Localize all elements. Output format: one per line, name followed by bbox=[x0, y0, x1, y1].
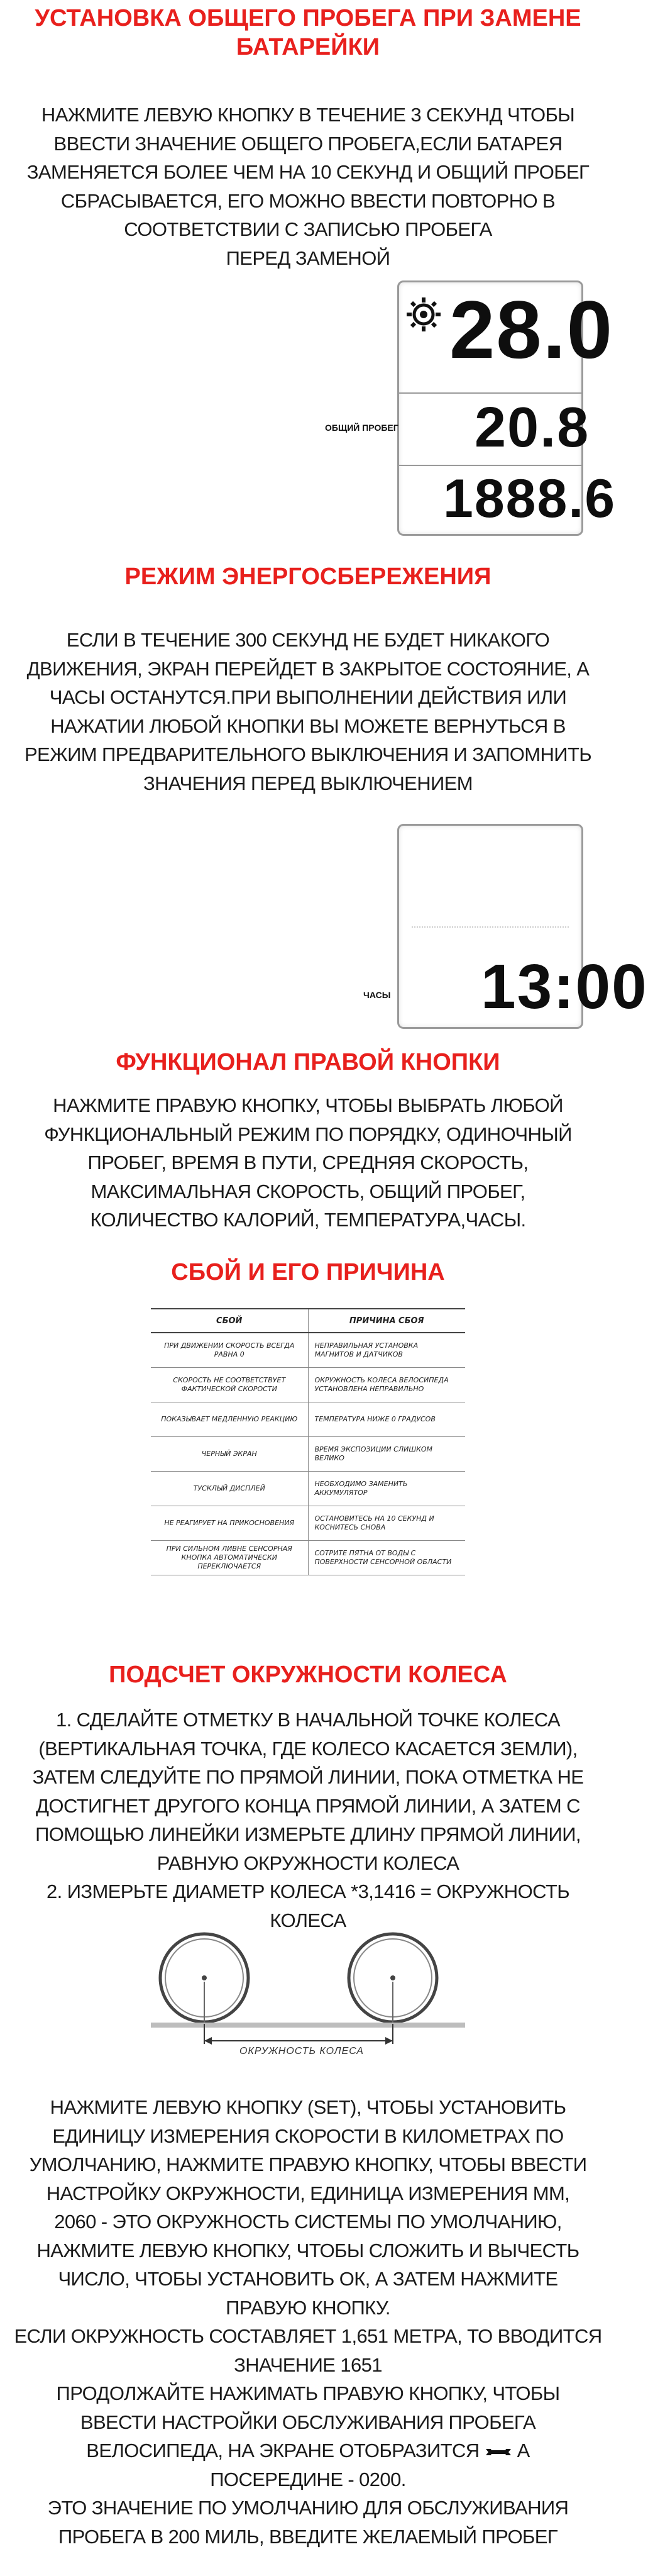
power-title: РЕЖИМ ЭНЕРГОСБЕРЕЖЕНИЯ bbox=[124, 564, 491, 590]
odometer-title bbox=[0, 4, 616, 62]
text-line: ЗНАЧЕНИЕ 1651 bbox=[234, 2353, 382, 2376]
text-line: ЕДИНИЦУ ИЗМЕРЕНИЯ СКОРОСТИ В КИЛОМЕТРАХ ПО bbox=[52, 2124, 564, 2147]
table-header: ПРИЧИНА СБОЯ bbox=[308, 1309, 465, 1333]
text-line: МАКСИМАЛЬНАЯ СКОРОСТЬ, ОБЩИЙ ПРОБЕГ, bbox=[91, 1180, 525, 1202]
text-line: СООТВЕТСТВИИ С ЗАПИСЬЮ ПРОБЕГА bbox=[124, 218, 492, 240]
table-cell: ОКРУЖНОСТЬ КОЛЕСА ВЕЛОСИПЕДА УСТАНОВЛЕНА НЕПРАВИЛЬНО bbox=[308, 1368, 465, 1402]
text-line: ЧИСЛО, ЧТОБЫ УСТАНОВИТЬ ОК, А ЗАТЕМ НАЖМИТЕ bbox=[58, 2268, 558, 2290]
odometer-text bbox=[0, 101, 616, 272]
text-line: 2060 - ЭТО ОКРУЖНОСТЬ СИСТЕМЫ ПО УМОЛЧАНИЮ, bbox=[54, 2211, 562, 2233]
text-line: ЗНАЧЕНИЯ ПЕРЕД ВЫКЛЮЧЕНИЕМ bbox=[143, 772, 473, 794]
table-cell: НЕОБХОДИМО ЗАМЕНИТЬ АККУМУЛЯТОР bbox=[308, 1472, 465, 1506]
text-line: НАСТРОЙКУ ОКРУЖНОСТИ, ЕДИНИЦА ИЗМЕРЕНИЯ ММ, bbox=[46, 2182, 570, 2204]
lcd-divider bbox=[412, 926, 569, 928]
text-line: НАЖМИТЕ ПРАВУЮ КНОПКУ, ЧТОБЫ ВЫБРАТЬ ЛЮБОЙ bbox=[53, 1094, 563, 1116]
wheel-left bbox=[160, 1934, 248, 2023]
text-fragment: А bbox=[517, 2440, 530, 2462]
lcd-caption-odometer: ОБЩИЙ ПРОБЕГ bbox=[325, 423, 398, 433]
text-line: ЗАТЕМ СЛЕДУЙТЕ ПО ПРЯМОЙ ЛИНИИ, ПОКА ОТМЕТКА НЕ bbox=[32, 1766, 584, 1788]
ground-line bbox=[151, 2023, 465, 2028]
text-line bbox=[0, 2436, 616, 2465]
text-line: ПРОБЕГА В 200 МИЛЬ, ВВЕДИТЕ ЖЕЛАЕМЫЙ ПРОБЕГ bbox=[58, 2525, 558, 2548]
text-line: (ВЕРТИКАЛЬНАЯ ТОЧКА, ГДЕ КОЛЕСО КАСАЕТСЯ ЗЕМЛИ), bbox=[38, 1737, 578, 1760]
text-line: КОЛИЧЕСТВО КАЛОРИЙ, ТЕМПЕРАТУРА,ЧАСЫ. bbox=[90, 1209, 526, 1231]
wheel-diagram bbox=[151, 1918, 465, 2063]
wheel-right bbox=[349, 1934, 437, 2023]
table-cell: ПРИ ДВИЖЕНИИ СКОРОСТЬ ВСЕГДА РАВНА 0 bbox=[151, 1333, 308, 1368]
odometer-title-line2: БАТАРЕЙКИ bbox=[236, 34, 380, 60]
right-button-title: ФУНКЦИОНАЛ ПРАВОЙ КНОПКИ bbox=[116, 1049, 500, 1075]
lcd-total-value: 1888.6 bbox=[443, 469, 617, 529]
text-line: ДОСТИГНЕТ ДРУГОГО КОНЦА ПРЯМОЙ ЛИНИИ, А ЗАТЕМ С bbox=[36, 1794, 580, 1817]
lcd-clock-value: 13:00 bbox=[481, 952, 648, 1022]
text-line: ВВЕСТИ ЗНАЧЕНИЕ ОБЩЕГО ПРОБЕГА,ЕСЛИ БАТАРЕЯ bbox=[53, 132, 563, 155]
text-line: НАЖАТИИ ЛЮБОЙ КНОПКИ ВЫ МОЖЕТЕ ВЕРНУТЬСЯ В bbox=[50, 714, 566, 737]
text-line: ДВИЖЕНИЯ, ЭКРАН ПЕРЕЙДЕТ В ЗАКРЫТОЕ СОСТОЯНИЕ, А bbox=[26, 657, 590, 680]
text-line: ЭТО ЗНАЧЕНИЕ ПО УМОЛЧАНИЮ ДЛЯ ОБСЛУЖИВАНИЯ bbox=[47, 2497, 569, 2519]
lcd-display-clock bbox=[397, 824, 648, 1029]
text-line: ФУНКЦИОНАЛЬНЫЙ РЕЖИМ ПО ПОРЯДКУ, ОДИНОЧНЫЙ bbox=[44, 1123, 572, 1145]
table-cell: ТУСКЛЫЙ ДИСПЛЕЙ bbox=[151, 1472, 308, 1506]
text-line: НАЖМИТЕ ЛЕВУЮ КНОПКУ В ТЕЧЕНИЕ 3 СЕКУНД ЧТОБЫ bbox=[41, 104, 575, 126]
text-line: ПОСЕРЕДИНЕ - 0200. bbox=[210, 2468, 406, 2490]
table-cell: ОСТАНОВИТЕСЬ НА 10 СЕКУНД И КОСНИТЕСЬ СНОВА bbox=[308, 1506, 465, 1541]
table-row bbox=[151, 1472, 465, 1506]
lcd-caption-clock: ЧАСЫ bbox=[363, 990, 391, 1000]
text-line: ПОМОЩЬЮ ЛИНЕЙКИ ИЗМЕРЬТЕ ДЛИНУ ПРЯМОЙ ЛИНИИ, bbox=[35, 1823, 581, 1845]
table-cell: ЧЕРНЫЙ ЭКРАН bbox=[151, 1437, 308, 1472]
sun-gear-icon bbox=[405, 296, 442, 333]
table-cell: СКОРОСТЬ НЕ СООТВЕТСТВУЕТ ФАКТИЧЕСКОЙ СКОРОСТИ bbox=[151, 1368, 308, 1402]
table-row bbox=[151, 1368, 465, 1402]
text-line: УМОЛЧАНИЮ, НАЖМИТЕ ПРАВУЮ КНОПКУ, ЧТОБЫ ВВЕСТИ bbox=[29, 2153, 587, 2175]
power-text bbox=[0, 626, 616, 797]
odometer-title-line1: УСТАНОВКА ОБЩЕГО ПРОБЕГА ПРИ ЗАМЕНЕ bbox=[35, 5, 581, 31]
arrow-left-icon bbox=[204, 2037, 212, 2045]
table-cell: ТЕМПЕРАТУРА НИЖЕ 0 ГРАДУСОВ bbox=[308, 1402, 465, 1437]
table-cell: ПРИ СИЛЬНОМ ЛИВНЕ СЕНСОРНАЯ КНОПКА АВТОМАТИЧЕСКИ ПЕРЕКЛЮЧАЕТСЯ bbox=[151, 1541, 308, 1575]
lcd-odo-value: 20.8 bbox=[475, 396, 590, 459]
text-line: ПРОБЕГ, ВРЕМЯ В ПУТИ, СРЕДНЯЯ СКОРОСТЬ, bbox=[87, 1152, 529, 1174]
right-button-text bbox=[0, 1091, 616, 1235]
table-cell: НЕ РЕАГИРУЕТ НА ПРИКОСНОВЕНИЯ bbox=[151, 1506, 308, 1541]
text-line: РАВНУЮ ОКРУЖНОСТИ КОЛЕСА bbox=[157, 1852, 459, 1874]
arrow-right-icon bbox=[385, 2037, 393, 2045]
text-line: ПРАВУЮ КНОПКУ. bbox=[226, 2296, 390, 2319]
text-line: ВВЕСТИ НАСТРОЙКИ ОБСЛУЖИВАНИЯ ПРОБЕГА bbox=[80, 2411, 536, 2433]
table-row bbox=[151, 1506, 465, 1541]
text-line: НАЖМИТЕ ЛЕВУЮ КНОПКУ, ЧТОБЫ СЛОЖИТЬ И ВЫЧЕСТЬ bbox=[36, 2239, 579, 2262]
wheel-title: ПОДСЧЕТ ОКРУЖНОСТИ КОЛЕСА bbox=[109, 1662, 507, 1688]
text-line: КОЛЕСА bbox=[270, 1909, 346, 1931]
lcd-display-odometer bbox=[397, 280, 617, 536]
text-line: ПРОДОЛЖАЙТЕ НАЖИМАТЬ ПРАВУЮ КНОПКУ, ЧТОБЫ bbox=[56, 2382, 560, 2404]
wheel-text-2 bbox=[0, 2093, 616, 2551]
table-header: СБОЙ bbox=[151, 1309, 308, 1333]
text-line: СБРАСЫВАЕТСЯ, ЕГО МОЖНО ВВЕСТИ ПОВТОРНО В bbox=[60, 189, 556, 212]
fault-title: СБОЙ И ЕГО ПРИЧИНА bbox=[171, 1259, 445, 1285]
table-row bbox=[151, 1333, 465, 1368]
wheel-diagram-svg bbox=[151, 1918, 465, 2063]
table-cell: СОТРИТЕ ПЯТНА ОТ ВОДЫ С ПОВЕРХНОСТИ СЕНСОРНОЙ ОБЛАСТИ bbox=[308, 1541, 465, 1575]
fault-table bbox=[151, 1308, 465, 1575]
table-cell: ПОКАЗЫВАЕТ МЕДЛЕННУЮ РЕАКЦИЮ bbox=[151, 1402, 308, 1437]
text-fragment: ВЕЛОСИПЕДА, НА ЭКРАНЕ ОТОБРАЗИТСЯ bbox=[86, 2440, 480, 2462]
table-cell: НЕПРАВИЛЬНАЯ УСТАНОВКА МАГНИТОВ И ДАТЧИКОВ bbox=[308, 1333, 465, 1368]
wheel-text bbox=[0, 1706, 616, 1935]
lcd-speed-value: 28.0 bbox=[449, 284, 614, 375]
text-line: НАЖМИТЕ ЛЕВУЮ КНОПКУ (SET), ЧТОБЫ УСТАНОВИТЬ bbox=[50, 2096, 566, 2118]
text-line: РЕЖИМ ПРЕДВАРИТЕЛЬНОГО ВЫКЛЮЧЕНИЯ И ЗАПОМНИТЬ bbox=[24, 743, 592, 765]
text-line: ЗАМЕНЯЕТСЯ БОЛЕЕ ЧЕМ НА 10 СЕКУНД И ОБЩИЙ ПРОБЕГ bbox=[26, 161, 590, 183]
wrench-icon bbox=[485, 2446, 512, 2458]
text-line: 1. СДЕЛАЙТЕ ОТМЕТКУ В НАЧАЛЬНОЙ ТОЧКЕ КОЛЕСА bbox=[55, 1709, 561, 1731]
table-cell: ВРЕМЯ ЭКСПОЗИЦИИ СЛИШКОМ ВЕЛИКО bbox=[308, 1437, 465, 1472]
table-row bbox=[151, 1402, 465, 1437]
text-line: ЕСЛИ В ТЕЧЕНИЕ 300 СЕКУНД НЕ БУДЕТ НИКАКОГО bbox=[66, 629, 550, 651]
diagram-label: ОКРУЖНОСТЬ КОЛЕСА bbox=[220, 2046, 383, 2057]
text-line: ЕСЛИ ОКРУЖНОСТЬ СОСТАВЛЯЕТ 1,651 МЕТРА, ТО ВВОДИТСЯ bbox=[14, 2325, 602, 2347]
text-line: 2. ИЗМЕРЬТЕ ДИАМЕТР КОЛЕСА *3,1416 = ОКРУЖНОСТЬ bbox=[47, 1880, 569, 1902]
table-row bbox=[151, 1437, 465, 1472]
table-row bbox=[151, 1541, 465, 1575]
text-line: ЧАСЫ ОСТАНУТСЯ.ПРИ ВЫПОЛНЕНИИ ДЕЙСТВИЯ ИЛИ bbox=[49, 686, 567, 708]
text-line: ПЕРЕД ЗАМЕНОЙ bbox=[226, 247, 390, 269]
table-header-row bbox=[151, 1309, 465, 1333]
